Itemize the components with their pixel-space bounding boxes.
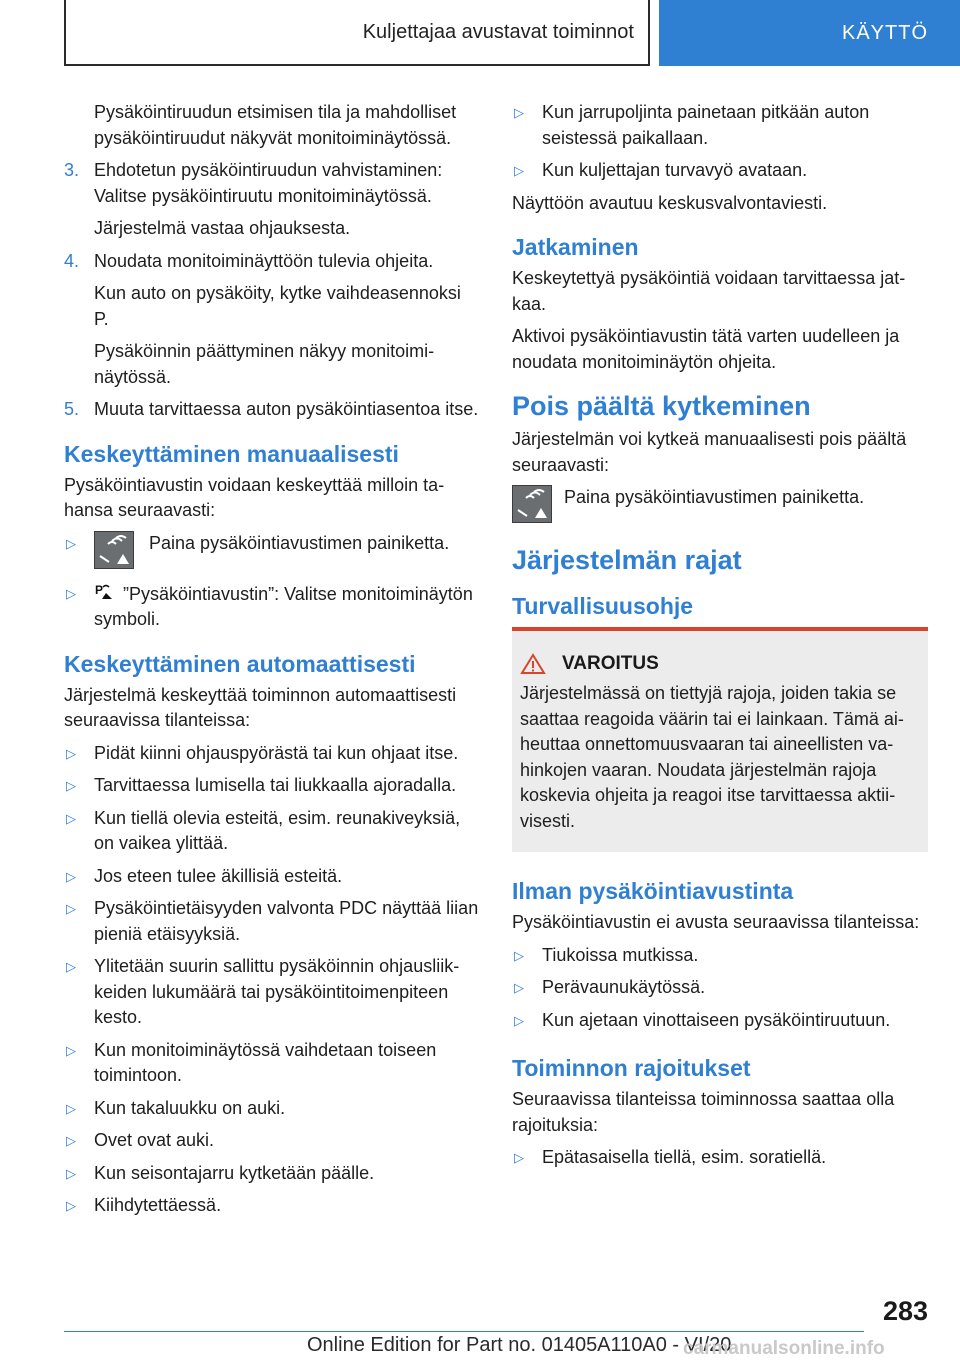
triangle-bullet-icon: ▷: [514, 1150, 524, 1165]
auto-item-text: Kun seisontajarru kytketään päälle.: [94, 1162, 375, 1183]
step-5: [64, 397, 480, 423]
switch-off-button-text: Paina pysäköintiavustimen painiketta.: [564, 487, 865, 507]
auto-item: [64, 1096, 480, 1122]
step-4: [64, 249, 480, 275]
auto-item-text: Jos eteen tulee äkillisiä esteitä.: [94, 865, 343, 886]
warning-text: Järjestelmässä on tiettyjä rajoja, joiden takia se saattaa reagoida väärin tai ei lainkaan. Tämä aiheuttaa onnettomuusvaaran tai aineellisten vahinkojen vaaran. Noudata järjestelmän rajoja koskevia ohjeita ja reagoi itse tarvittaessa aktiivisesti.: [520, 683, 904, 831]
auto-item-text: Kun tiellä olevia esteitä, esim. reunakiveyksiä, on vaikea ylittää.: [94, 807, 461, 853]
switch-off-intro: Järjestelmän voi kytkeä manuaalisesti pois päältä seuraavasti:: [512, 429, 907, 475]
triangle-bullet-icon: ▷: [66, 1133, 76, 1148]
right-column: [512, 100, 928, 1178]
step-4-sub-2: Pysäköinnin päättyminen näkyy monitoiminäytössä.: [94, 341, 435, 387]
triangle-bullet-icon: ▷: [514, 1012, 524, 1028]
restrictions-item: [512, 1145, 928, 1171]
triangle-bullet-icon: ▷: [66, 1165, 76, 1181]
triangle-bullet-icon: ▷: [66, 745, 76, 761]
auto-item-text: Ovet ovat auki.: [94, 1130, 215, 1150]
without-item: [512, 975, 928, 1001]
step-number: 5.: [64, 399, 80, 419]
heading-without-assist: Ilman pysäköintiavustinta: [512, 878, 794, 904]
auto-item-text: Tarvittaessa lumisella tai liukkaalla ajoradalla.: [94, 775, 457, 795]
triangle-bullet-icon: ▷: [66, 1100, 76, 1116]
step-4-sub-1: Kun auto on pysäköity, kytke vaihdeasennoksi P.: [94, 283, 461, 329]
interrupt-item-text: Kun kuljettajan turvavyö avataan.: [542, 160, 808, 180]
step-3: [64, 158, 480, 209]
manual-item-button-text: Paina pysäköintiavustimen painiketta.: [149, 532, 450, 553]
triangle-bullet-icon: ▷: [66, 585, 76, 601]
without-intro: Pysäköintiavustin ei avusta seuraavissa tilanteissa:: [512, 912, 920, 932]
heading-manual-interrupt: Keskeyttäminen manuaalisesti: [64, 440, 399, 467]
warning-title: [520, 653, 920, 675]
continue-p2: Aktivoi pysäköintiavustin tätä varten uudelleen ja noudata monitoiminäytön ohjeita.: [512, 326, 900, 372]
triangle-bullet-icon: ▷: [66, 810, 76, 826]
heading-switch-off: Pois päältä kytkeminen: [512, 391, 811, 421]
auto-item: [64, 954, 480, 1031]
heading-safety: Turvallisuusohje: [512, 593, 694, 619]
svg-text:P: P: [95, 582, 104, 597]
auto-item-text: Kun monitoiminäytössä vaihdetaan toiseen toimintoon.: [94, 1039, 437, 1085]
interrupt-item-text: Kun jarrupoljinta painetaan pitkään auton seistessä paikallaan.: [542, 102, 870, 148]
warning-label: VAROITUS: [562, 653, 659, 674]
step-number: 4.: [64, 250, 80, 271]
continue-p1: Keskeytettyä pysäköintiä voidaan tarvittaessa jatkaa.: [512, 268, 906, 314]
parking-assist-button-icon: [512, 485, 552, 523]
interrupt-item: [512, 100, 928, 151]
heading-restrictions: Toiminnon rajoitukset: [512, 1055, 751, 1081]
auto-item: [64, 806, 480, 857]
watermark-text: carmanualsonline.info: [683, 1338, 885, 1359]
header-chapter-title: KÄYTTÖ: [841, 21, 928, 44]
parking-symbol-icon: [94, 581, 118, 603]
auto-item: [64, 741, 480, 767]
triangle-bullet-icon: ▷: [66, 959, 76, 974]
without-item: [512, 943, 928, 969]
interrupt-item: [512, 158, 928, 184]
step-number: 3.: [64, 160, 80, 180]
manual-item-symbol: [64, 581, 480, 633]
triangle-bullet-icon: ▷: [66, 1198, 76, 1213]
manual-item-symbol-text: ”Pysäköintiavustin”: Valitse monitoiminäytön symboli.: [94, 583, 473, 629]
warning-triangle-icon: [520, 653, 546, 675]
restrictions-intro: Seuraavissa tilanteissa toiminnossa saattaa olla rajoituksia:: [512, 1089, 895, 1135]
auto-item: [64, 896, 480, 947]
triangle-bullet-icon: ▷: [66, 901, 76, 916]
parking-assist-button-icon: [94, 531, 134, 569]
step-text: Ehdotetun pysäköintiruudun vahvistaminen: Valitse pysäköintiruutu monitoiminäytössä.: [94, 160, 443, 206]
auto-item: [64, 1193, 480, 1219]
step-3-sub: Järjestelmä vastaa ohjauksesta.: [94, 218, 351, 238]
triangle-bullet-icon: ▷: [514, 105, 524, 120]
auto-item: [64, 1128, 480, 1154]
without-item-text: Kun ajetaan vinottaiseen pysäköintiruutuun.: [542, 1009, 891, 1030]
triangle-bullet-icon: ▷: [514, 947, 524, 963]
footer-edition: Online Edition for Part no. 01405A110A0 - VI/20: [307, 1334, 732, 1356]
footer-divider: [64, 1331, 864, 1332]
triangle-bullet-icon: ▷: [514, 163, 524, 178]
warning-box: [512, 627, 928, 852]
step-text: Muuta tarvittaessa auton pysäköintiasentoa itse.: [94, 399, 479, 419]
auto-item-text: Ylitetään suurin sallittu pysäköinnin ohjausliikkeiden lukumäärä tai pysäköintitoimenpiteen kesto.: [94, 956, 460, 1027]
check-control-note: Näyttöön avautuu keskusvalvontaviesti.: [512, 192, 828, 213]
triangle-bullet-icon: ▷: [66, 778, 76, 793]
triangle-bullet-icon: ▷: [66, 868, 76, 884]
heading-continue: Jatkaminen: [512, 234, 639, 260]
manual-item-button: [64, 531, 480, 569]
auto-item-text: Kun takaluukku on auki.: [94, 1097, 286, 1118]
without-item: [512, 1008, 928, 1034]
triangle-bullet-icon: ▷: [66, 535, 76, 551]
without-item-text: Perävaunukäytössä.: [542, 977, 706, 997]
auto-item: [64, 864, 480, 890]
intro-paragraph: Pysäköintiruudun etsimisen tila ja mahdolliset pysäköintiruudut näkyvät monitoiminäytössä.: [94, 102, 457, 148]
manual-intro: Pysäköintiavustin voidaan keskeyttää milloin tahansa seuraavasti:: [64, 474, 445, 520]
auto-item-text: Pidät kiinni ohjauspyörästä tai kun ohjaat itse.: [94, 742, 459, 763]
triangle-bullet-icon: ▷: [514, 980, 524, 995]
auto-intro: Järjestelmä keskeyttää toiminnon automaattisesti seuraavissa tilanteissa:: [64, 684, 457, 730]
auto-item-text: Kiihdytettäessä.: [94, 1195, 222, 1215]
restrictions-item-text: Epätasaisella tiellä, esim. soratiellä.: [542, 1147, 827, 1167]
step-text: Noudata monitoiminäyttöön tulevia ohjeita.: [94, 250, 434, 271]
page-number: 283: [882, 1296, 928, 1326]
triangle-bullet-icon: ▷: [66, 1042, 76, 1058]
switch-off-button-row: [512, 485, 928, 523]
auto-item: [64, 1161, 480, 1187]
auto-item: [64, 773, 480, 799]
header-chapter-tab: [659, 0, 960, 66]
auto-item: [64, 1038, 480, 1089]
without-item-text: Tiukoissa mutkissa.: [542, 944, 699, 965]
header-section-box: [64, 0, 650, 66]
header-section-title: Kuljettajaa avustavat toiminnot: [362, 20, 634, 43]
heading-system-limits: Järjestelmän rajat: [512, 545, 742, 575]
auto-item-text: Pysäköintietäisyyden valvonta PDC näyttää liian pieniä etäisyyksiä.: [94, 898, 479, 944]
heading-auto-interrupt: Keskeyttäminen automaattisesti: [64, 650, 416, 677]
left-column: [64, 100, 480, 1226]
